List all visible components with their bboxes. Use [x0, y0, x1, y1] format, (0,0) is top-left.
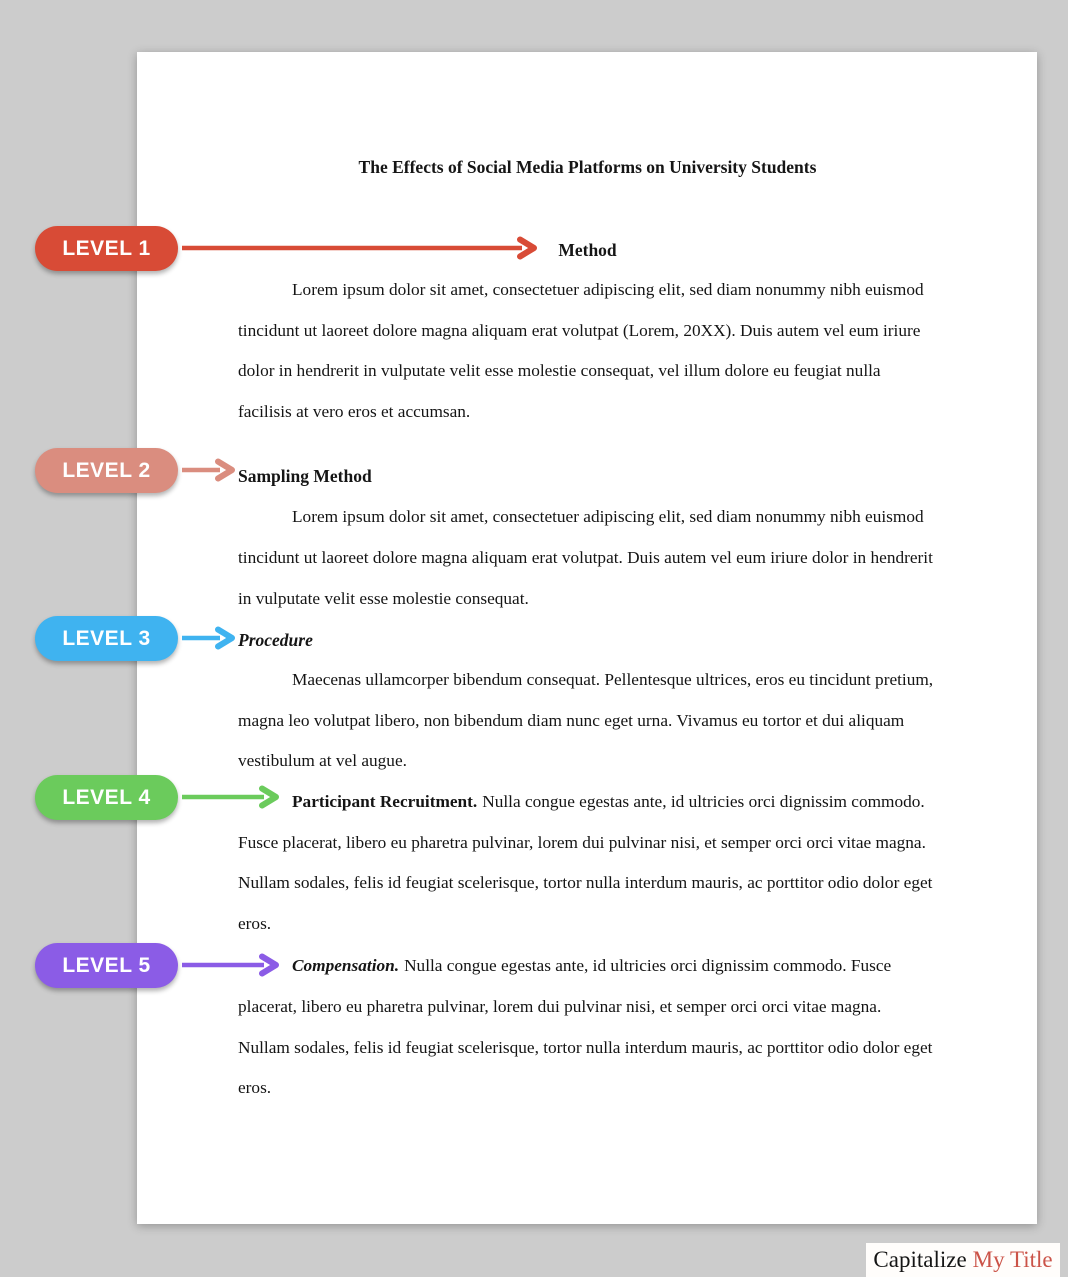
level-5-arrow-icon: [181, 953, 282, 977]
level-3-arrow-icon: [181, 626, 238, 650]
paragraph-level-3: Maecenas ullamcorper bibendum consequat. Pellentesque ultrices, eros eu tincidunt pretium, magna leo volutpat libero, non bibendum diam nunc eget urna. Vivamus eu tortor et dui aliquam vestibulum at vel augue.: [238, 670, 934, 771]
watermark-word-black: Capitalize: [873, 1247, 967, 1272]
paragraph-level-4: [238, 782, 937, 944]
heading-level-5: Compensation.: [292, 956, 400, 976]
heading-level-3: Procedure: [238, 630, 313, 651]
capitalize-my-title-watermark: [866, 1243, 1060, 1277]
paragraph-level-2: Lorem ipsum dolor sit amet, consectetuer adipiscing elit, sed diam nonummy nibh euismod tincidunt ut laoreet dolore magna aliquam erat volutpat. Duis autem vel eum iriure dolor in hendrerit in vulputate velit esse molestie consequat.: [238, 507, 933, 608]
level-1-badge: LEVEL 1: [35, 226, 178, 271]
paper-title: The Effects of Social Media Platforms on University Students: [358, 157, 817, 177]
paragraph-level-1: Lorem ipsum dolor sit amet, consectetuer adipiscing elit, sed diam nonummy nibh euismod tincidunt ut laoreet dolore magna aliquam erat volutpat (Lorem, 20XX). Duis autem vel eum iriure dolor in hendrerit in vulputate velit esse molestie consequat, vel illum dolore eu feugiat nulla facilisis at vero eros et accumsan.: [238, 280, 924, 421]
document-page: [137, 52, 1037, 1224]
heading-level-2: Sampling Method: [238, 466, 372, 487]
level-2-badge: LEVEL 2: [35, 448, 178, 493]
level-4-badge: LEVEL 4: [35, 775, 178, 820]
paragraph-level-4-text: Nulla congue egestas ante, id ultricies orci dignissim commodo. Fusce placerat, libero eu pharetra pulvinar, lorem dui pulvinar nisi, et semper orci orci vitae magna. Nullam sodales, felis id feugiat scelerisque, tortor nulla interdum mauris, ac porttitor odio dolor eget eros.: [238, 791, 933, 933]
watermark-word-red: My Title: [972, 1247, 1053, 1272]
paragraph-level-5-text: Nulla congue egestas ante, id ultricies orci dignissim commodo. Fusce placerat, libero eu pharetra pulvinar, lorem dui pulvinar nisi, et semper orci orci vitae magna. Nullam sodales, felis id feugiat scelerisque, tortor nulla interdum mauris, ac porttitor odio dolor eget eros.: [238, 956, 933, 1098]
level-4-arrow-icon: [181, 785, 282, 809]
level-1-arrow-icon: [180, 236, 540, 260]
level-2-arrow-icon: [181, 458, 238, 482]
heading-level-4: Participant Recruitment.: [292, 791, 478, 811]
level-5-badge: LEVEL 5: [35, 943, 178, 988]
paragraph-level-5: [238, 946, 937, 1108]
level-3-badge: LEVEL 3: [35, 616, 178, 661]
heading-level-1: Method: [558, 240, 617, 260]
